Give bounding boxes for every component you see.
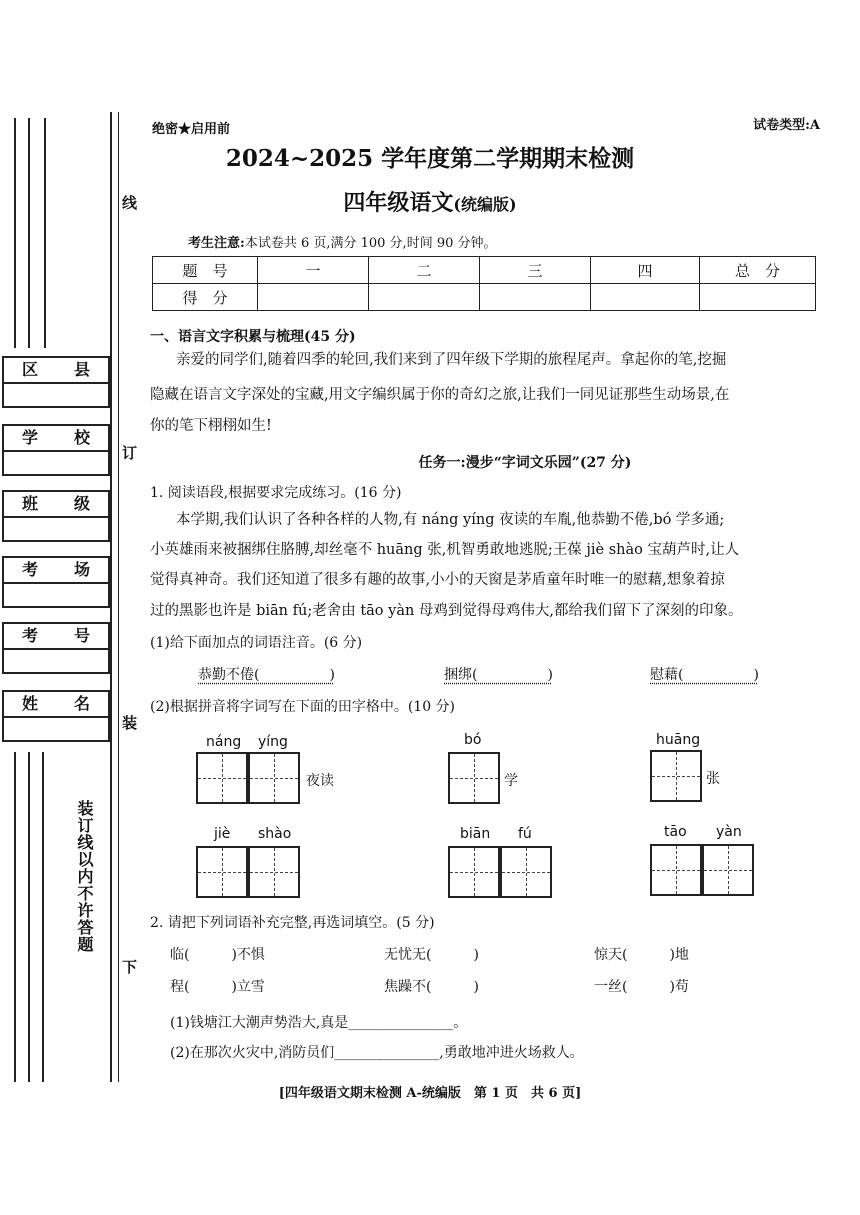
intro-line: 隐藏在语言文字深处的宝藏,用文字编织属于你的奇幻之旅,让我们一同见证那些生动场景,在 [150, 387, 730, 403]
score-cell[interactable] [591, 284, 700, 311]
pinyin-label: huāng [656, 732, 701, 748]
phonetic-blank-2[interactable]: 捆绑( ) [444, 667, 553, 683]
reading-line: 过的黑影也许是 biān fú;老舍由 tāo yàn 母鸡到觉得母鸡伟大,都给我们留下了深刻的印象。 [150, 603, 743, 619]
idiom-blank[interactable]: 一丝( )苟 [594, 979, 689, 995]
score-header-4: 四 [591, 257, 700, 284]
reading-line: 本学期,我们认识了各种各样的人物,有 náng yíng 夜读的车胤,他恭勤不倦,bó 学多通; [176, 512, 725, 528]
binding-tick-down: 下 [122, 958, 138, 976]
task-title: 任务一:漫步“字词文乐园”(27 分) [418, 455, 632, 471]
writing-grid-cell[interactable] [500, 846, 552, 898]
writing-grid-cell[interactable] [702, 844, 754, 896]
idiom-blank[interactable]: 惊天( )地 [594, 947, 689, 963]
grid-suffix: 夜读 [306, 773, 334, 789]
pinyin-label: tāo [664, 824, 687, 840]
section-heading: 一、语言文字积累与梳理(45 分) [150, 329, 356, 345]
score-cell[interactable] [369, 284, 480, 311]
score-header-1: 一 [258, 257, 369, 284]
binding-line [118, 752, 119, 1082]
writing-grid-cell[interactable] [650, 750, 702, 802]
binding-tick-order: 订 [122, 444, 138, 462]
score-header-label: 题 号 [153, 257, 258, 284]
field-exam-number[interactable]: 考 号 [2, 622, 110, 674]
intro-line: 你的笔下栩栩如生! [150, 418, 272, 434]
idiom-blank[interactable]: 程( )立雪 [170, 979, 265, 995]
score-header-3: 三 [480, 257, 591, 284]
grid-suffix: 张 [706, 771, 720, 787]
writing-grid-cell[interactable] [248, 846, 300, 898]
pinyin-label: jiè [214, 826, 231, 842]
binding-line [28, 752, 30, 1082]
field-district[interactable]: 区 县 [2, 356, 110, 408]
question-1-sub2: (2)根据拼音将字词写在下面的田字格中。(10 分) [150, 699, 456, 715]
exam-subtitle: 四年级语文(统编版) [343, 190, 517, 216]
writing-grid-cell[interactable] [448, 752, 500, 804]
score-header-total: 总 分 [700, 257, 816, 284]
question-2-stem: 2. 请把下列词语补充完整,再选词填空。(5 分) [150, 915, 435, 931]
binding-tick-bind: 装 [122, 714, 138, 732]
score-row-label: 得 分 [153, 284, 258, 311]
binding-line [42, 752, 44, 1082]
pinyin-label: náng [206, 734, 242, 750]
pinyin-label: bó [464, 732, 482, 748]
secret-label: 绝密★启用前 [152, 122, 231, 137]
idiom-blank[interactable]: 焦躁不( ) [384, 979, 479, 995]
pinyin-label: fú [518, 826, 532, 842]
pinyin-label: yàn [716, 824, 742, 840]
field-name[interactable]: 姓 名 [2, 690, 110, 742]
reading-line: 小英雄雨来被捆绑住胳膊,却丝毫不 huāng 张,机智勇敢地逃脱;王葆 jiè shào 宝葫芦时,让人 [150, 542, 740, 558]
question-1-stem: 1. 阅读语段,根据要求完成练习。(16 分) [150, 485, 402, 501]
binding-tick-line: 线 [122, 194, 138, 212]
score-cell[interactable] [480, 284, 591, 311]
writing-grid-cell[interactable] [196, 846, 248, 898]
binding-line [110, 752, 112, 1082]
writing-grid-cell[interactable] [448, 846, 500, 898]
phonetic-blank-3[interactable]: 慰藉( ) [650, 667, 759, 683]
score-header-2: 二 [369, 257, 480, 284]
score-cell[interactable] [700, 284, 816, 311]
idiom-blank[interactable]: 临( )不惧 [170, 947, 265, 963]
intro-line: 亲爱的同学们,随着四季的轮回,我们来到了四年级下学期的旅程尾声。拿起你的笔,挖掘 [176, 352, 727, 368]
writing-grid-cell[interactable] [196, 752, 248, 804]
exam-title: 2024~2025 学年度第二学期期末检测 [225, 145, 635, 172]
idiom-blank[interactable]: 无忧无( ) [384, 947, 479, 963]
writing-grid-cell[interactable] [248, 752, 300, 804]
field-school[interactable]: 学 校 [2, 424, 110, 476]
score-cell[interactable] [258, 284, 369, 311]
score-table [152, 256, 816, 311]
pinyin-label: shào [258, 826, 292, 842]
phonetic-blank-1[interactable]: 恭勤不倦( ) [198, 667, 335, 683]
grid-suffix: 学 [504, 773, 518, 789]
exam-notice: 考生注意:本试卷共 6 页,满分 100 分,时间 90 分钟。 [188, 236, 497, 251]
fill-sentence-2[interactable]: (2)在那次火灾中,消防员们_______________,勇敢地冲进火场救人。 [170, 1045, 584, 1061]
fill-sentence-1[interactable]: (1)钱塘江大潮声势浩大,真是_______________。 [170, 1015, 468, 1031]
paper-type: 试卷类型:A [753, 118, 820, 133]
binding-line [14, 752, 16, 1082]
reading-line: 觉得真神奇。我们还知道了很多有趣的故事,小小的天窗是茅盾童年时唯一的慰藉,想象着掠 [150, 572, 725, 588]
page-footer: [四年级语文期末检测 A-统编版 第 1 页 共 6 页] [278, 1086, 582, 1101]
pinyin-label: yíng [258, 734, 288, 750]
question-1-sub1: (1)给下面加点的词语注音。(6 分) [150, 635, 363, 651]
pinyin-label: biān [460, 826, 491, 842]
writing-grid-cell[interactable] [650, 844, 702, 896]
field-exam-room[interactable]: 考 场 [2, 556, 110, 608]
binding-note: 装订线以内不许答题 [75, 800, 94, 953]
field-class[interactable]: 班 级 [2, 490, 110, 542]
